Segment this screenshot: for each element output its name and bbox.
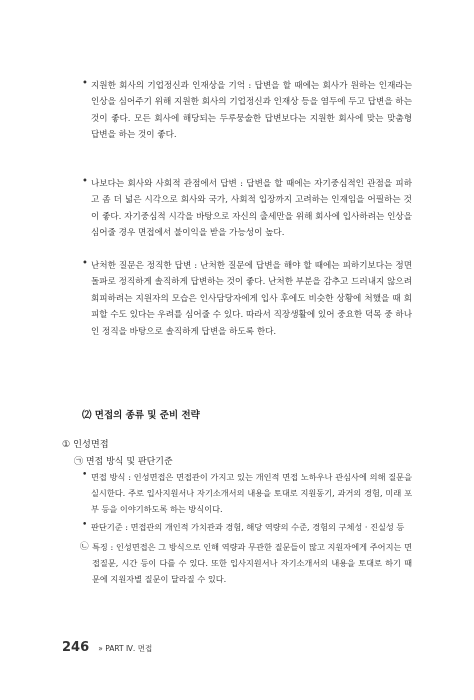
- criteria-method: [82, 470, 412, 517]
- bullet-mark: •: [82, 78, 88, 89]
- page-footer: [62, 636, 152, 655]
- feature-paragraph: [80, 540, 412, 587]
- feature-text: 특징 : 인성면접은 그 방식으로 인해 역량과 무관한 질문들이 많고 지원자에게 주어지는 면접질문, 시간 등이 다를 수 있다. 또한 입사지원서나 자기소개서의 내용을 토대로 하기 때문에 지원자별 질문이 달라질 수 있다.: [92, 542, 412, 584]
- feature-mark: ㉡: [80, 542, 89, 552]
- subsection-heading: ① 인성면접: [62, 439, 109, 450]
- bullet-text: 나보다는 회사와 사회적 관점에서 답변 : 답변을 할 때에는 자기중심적인 관점을 피하고 좀 더 넓은 시각으로 회사와 국가, 사회적 입장까지 고려하는 인재임을 어필하는 것이 좋다. 자기중심적 시각을 바탕으로 자신의 출세만을 위해 회사에 입사하려는 인상을 심어줄 경우 면접에서 불이익을 받을 가능성이 높다.: [91, 179, 412, 239]
- bullet-mark: •: [82, 258, 88, 269]
- bullet-social-perspective: [82, 176, 412, 242]
- bullet-mark: •: [82, 176, 88, 187]
- criteria-judgement: [82, 520, 412, 536]
- subsubsection-heading: ㉠ 면접 방식 및 판단기준: [74, 457, 173, 467]
- page-number: 246: [62, 640, 90, 655]
- criteria-text: 면접 방식 : 인성면접은 면접관이 가지고 있는 개인적 면접 노하우나 관심사에 의해 질문을 실시한다. 주로 입사지원서나 자기소개서의 내용을 토대로 지원동기, 과거의 경험, 미래 포부 등을 이야기하도록 하는 방식이다.: [91, 472, 412, 514]
- page-footer-label: » PART Ⅳ. 면접: [98, 644, 153, 653]
- bullet-mark: •: [82, 470, 88, 480]
- criteria-text: 판단기준 : 면접관의 개인적 가치관과 경험, 해당 역량의 수준, 경험의 구체성 · 진실성 등: [91, 522, 405, 532]
- bullet-mark: •: [82, 520, 88, 530]
- bullet-text: 지원한 회사의 기업정신과 인재상을 기억 : 답변을 할 때에는 회사가 원하는 인재라는 인상을 심어주기 위해 지원한 회사의 기업정신과 인재상 등을 염두에 두고 답변을 하는 것이 좋다. 모든 회사에 해당되는 두루뭉술한 답변보다는 지원한 회사에 맞는 맞춤형 답변을 하는 것이 좋다.: [91, 81, 412, 141]
- section-title: ⑵ 면접의 종류 및 준비 전략: [82, 410, 200, 421]
- bullet-company-spirit: [82, 78, 412, 144]
- bullet-text: 난처한 질문은 정직한 답변 : 난처한 질문에 답변을 해야 할 때에는 피하기보다는 정면 돌파로 정직하게 솔직하게 답변하는 것이 좋다. 난처한 부분을 감추고 드러내지 않으려 회피하려는 지원자의 모습은 인사담당자에게 입사 후에도 비슷한 상황에 처했을 때 회피할 수도 있다는 우려를 심어줄 수 있다. 따라서 직장생활에 있어 중요한 덕목 중 하나인 정직을 바탕으로 솔직하게 답변을 하도록 한다.: [91, 261, 412, 337]
- bullet-honest-answer: [82, 258, 412, 340]
